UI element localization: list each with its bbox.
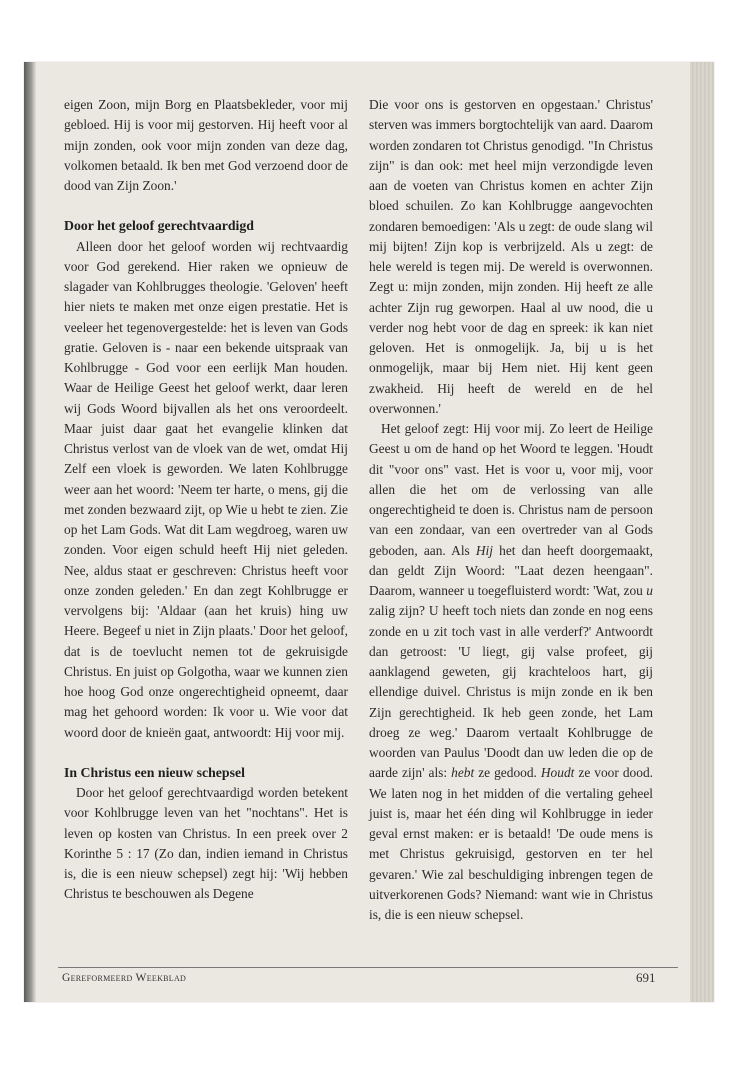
- emphasis-u: u: [646, 583, 653, 598]
- emphasis-houdt: Houdt: [540, 765, 575, 781]
- page-number: 691: [636, 970, 656, 985]
- right-column: [369, 95, 653, 925]
- left-paragraph-1: eigen Zoon, mijn Borg en Plaatsbekleder, voor mij gebloed. Hij is voor mij gestorven. Hij heeft voor al mijn zonden, ook voor mijn zonden van deze dag, volkomen betaald. Ik ben met God verzoend door de dood van Zijn Zoon.': [64, 97, 348, 193]
- left-paragraph-2: Alleen door het geloof worden wij rechtvaardig voor God gerekend. Hier raken we opnieuw de slagader van Kohlbrugges theologie. 'Geloven' heeft hier niets te maken met onze eigen prestatie. Het is veeleer het tegenovergestelde: het is leven van Gods gratie. Geloven is - naar een bekende uitspraak van Kohlbrugge - God voor een eerlijk Man houden. Waar de Heilige Geest het geloof werkt, daar leren wij Gods Woord bijvallen als het ons veroordeelt. Maar juist daar gaat het evangelie klinken dat Christus verlost van de vloek van de wet, omdat Hij Zelf een vloek is geworden. We laten Kohlbrugge weer aan het woord: 'Neem ter harte, o mens, gij die met zonden bezwaard zijt, op Wie u hebt te zien. Zie op het Lam Gods. Wat dit Lam wegdroeg, waren uw zonden. Voor eigen schuld heeft Hij niet geleden. Nee, aldus staat er geschreven: Christus heeft voor onze zonden geleden.' En dan zegt Kohlbrugge er vervolgens bij: 'Aldaar (aan het kruis) hing uw Heere. Begeef u niet in Zijn plaats.' Door het geloof, dat is de toevlucht nemen tot de gekruisigde Christus. En juist op Golgotha, waar we kunnen zien hoe hoog God onze ongerechtigheid opneemt, daar mag het gehoord worden: Ik voor u. Wie voor dat woord door de knieën gaat, antwoordt: Hij voor mij.: [64, 238, 348, 740]
- heading-gerechtvaardigd: Door het geloof gerechtvaardigd: [64, 218, 254, 234]
- right-paragraph-2-text-a: Het geloof zegt: Hij voor mij. Zo leert de Heilige Geest u om de hand op het Woord te leggen. 'Houdt dit "voor ons" vast. Het is voor u, voor mij, voor allen die het om de verlossing van alle ongerechtigheid te doen is. Christus nam de persoon van een zondaar, van een overtreder van al Gods geboden, aan. Als: [369, 421, 653, 558]
- page-stack-edge: [690, 62, 714, 1002]
- footer-rule: [58, 967, 678, 968]
- left-paragraph-3: Door het geloof gerechtvaardigd worden betekent voor Kohlbrugge leven van het "nochtans". Het is leven op kosten van Christus. In een preek over 2 Korinthe 5 : 17 (Zo dan, indien iemand in Christus is, die is een nieuw schepsel) zegt hij: 'Wij hebben Christus te beschouwen als Degene: [64, 785, 348, 902]
- heading-nieuw-schepsel: In Christus een nieuw schepsel: [64, 764, 245, 780]
- right-paragraph-2-text-e: ze voor dood. We laten nog in het midden of die vertaling geheel juist is, maar het één ding wil Kohlbrugge in ieder geval ernst maken: er is betaald! 'De oude mens is met Christus gekruisigd, gestorven en ter hel gevaren.' Wie zal beschuldiging inbrengen tegen de uitverkorenen Gods? Niemand: want wie in Christus is, die is een nieuw schepsel.: [369, 765, 653, 922]
- right-paragraph-2: [369, 419, 653, 925]
- page-binding-shadow: [24, 62, 36, 1002]
- right-paragraph-1: Die voor ons is gestorven en opgestaan.' Christus' sterven was immers borgtochtelijk van aard. Daarom worden zondaren tot Christus genodigd. "In Christus zijn" is dan ook: met heel mijn verzondigde leven aan de voeten van Christus komen en achter Zijn bloed schuilen. Zo kan Kohlbrugge aangevochten zondaren bemoedigen: 'Als u zegt: de oude slang wil mij bijten! Zijn kop is verbrijzeld. Als u zegt: de hele wereld is tegen mij. De wereld is overwonnen. Zegt u: mijn zonden, mijn zonden. Hij heeft ze alle achter Zijn rug geworpen. Haal al uw nood, die u verder nog hebt voor de dag en spreek: ik kan niet geloven. Het is onmogelijk. Ja, bij u is het onmogelijk, maar bij Hem niet. Hij kent geen zwakheid. Hij heeft de wereld en de hel overwonnen.': [369, 97, 653, 416]
- right-paragraph-2-text-b: het dan heeft doorgemaakt, dan geldt Zijn Woord: "Laat dezen heengaan". Daarom, wanneer u toegefluisterd wordt: 'Wat, zou: [369, 542, 653, 598]
- right-paragraph-2-text-d: ze gedood.: [474, 765, 541, 781]
- emphasis-hebt: hebt: [451, 765, 475, 781]
- emphasis-hij: Hij: [475, 542, 494, 558]
- left-column: [64, 95, 348, 905]
- publication-name: Gereformeerd Weekblad: [62, 972, 187, 984]
- right-paragraph-2-text-c: zalig zijn? U heeft toch niets dan zonde en nog eens zonde en u zit toch vast in alle verderf?' Antwoordt dan getroost: 'U liegt, gij valse profeet, gij aanklagend geweten, gij krachteloos hart, gij ellendige duivel. Christus is mijn zonde en ik ben Zijn gerechtigheid. Ik heb geen zonde, het Lam droeg ze weg.' Daarom vertaalt Kohlbrugge de woorden van Paulus 'Doodt dan uw leden die op de aarde zijn' als:: [369, 603, 653, 781]
